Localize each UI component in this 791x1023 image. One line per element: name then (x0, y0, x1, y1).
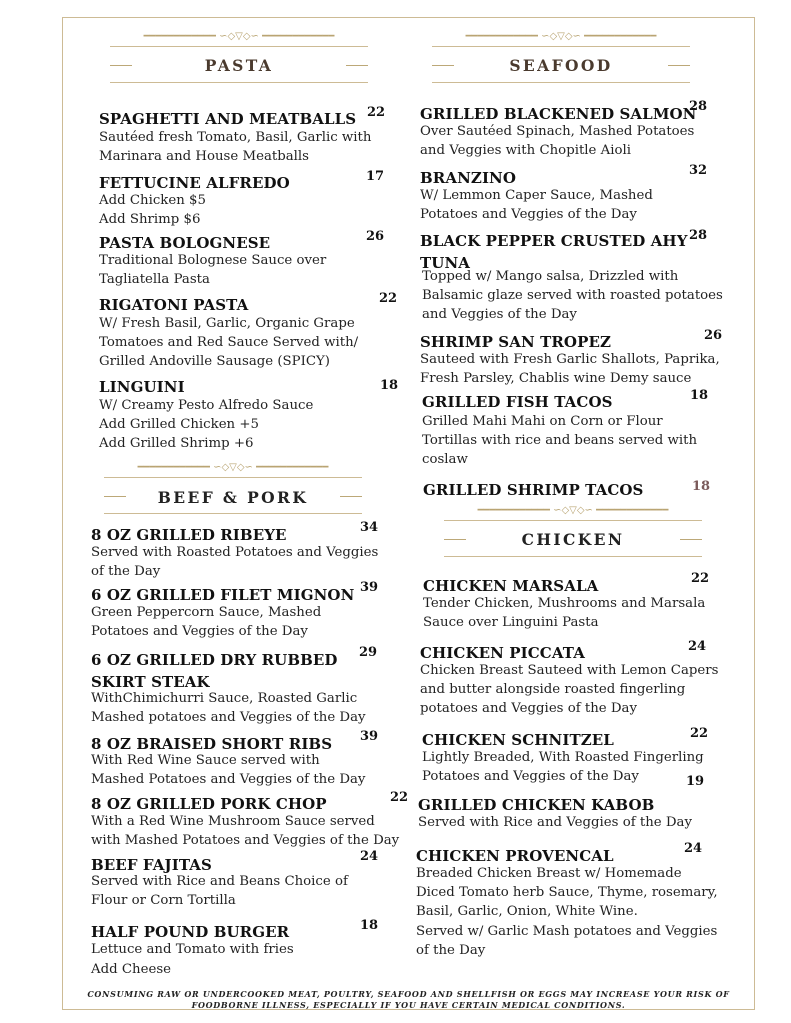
item-desc: Marinara and House Meatballs (99, 149, 309, 164)
item-desc: Mashed potatoes and Veggies of the Day (91, 710, 366, 725)
item-desc: W/ Fresh Basil, Garlic, Organic Grape (99, 316, 355, 331)
section-title: BEEF & PORK (157, 488, 309, 507)
health-disclaimer (62, 989, 755, 1011)
item-price: 39 (360, 729, 379, 744)
item-name: TUNA (420, 254, 470, 272)
item-desc: Tender Chicken, Mushrooms and Marsala (423, 596, 706, 611)
item-desc: Fresh Parsley, Chablis wine Demy sauce (420, 371, 692, 386)
item-desc: Served with Rice and Beans Choice of (91, 874, 348, 889)
item-name: RIGATONI PASTA (99, 296, 249, 314)
item-desc: Diced Tomato herb Sauce, Thyme, rosemary, (416, 885, 718, 900)
item-desc: Balsamic glaze served with roasted potatoes (422, 288, 723, 303)
item-name: CHICKEN PICCATA (420, 644, 585, 662)
item-name: BEEF FAJITAS (91, 856, 212, 874)
item-desc: Chicken Breast Sauteed with Lemon Capers (420, 663, 719, 678)
item-desc: Lettuce and Tomato with fries (91, 942, 294, 957)
disclaimer-line: CONSUMING RAW OR UNDERCOOKED MEAT, POULTRY, SEAFOOD AND SHELLFISH OR EGGS MAY INCREASE YOUR RISK OF (87, 989, 730, 999)
item-desc: Traditional Bolognese Sauce over (99, 253, 327, 268)
section-title: SEAFOOD (509, 56, 613, 75)
item-price: 26 (704, 328, 723, 343)
item-desc: and butter alongside roasted fingerling (420, 682, 686, 697)
section-title: PASTA (204, 56, 274, 75)
section-title: CHICKEN (521, 530, 625, 549)
item-name: GRILLED BLACKENED SALMON (420, 105, 697, 123)
item-name: SPAGHETTI AND MEATBALLS (99, 110, 357, 128)
item-name: FETTUCINE ALFREDO (99, 174, 290, 192)
item-name: GRILLED FISH TACOS (422, 393, 613, 411)
item-price: 18 (690, 388, 709, 403)
item-desc: of the Day (416, 943, 486, 958)
item-price: 24 (688, 639, 707, 654)
item-desc: Served with Roasted Potatoes and Veggies (91, 545, 379, 560)
item-price: 26 (366, 229, 385, 244)
item-name: SHRIMP SAN TROPEZ (420, 333, 612, 351)
item-desc: Served w/ Garlic Mash potatoes and Veggies (416, 924, 718, 939)
item-desc: Tagliatella Pasta (99, 272, 210, 287)
item-name: CHICKEN SCHNITZEL (422, 731, 614, 749)
item-desc: and Veggies of the Day (422, 307, 577, 322)
item-price: 18 (360, 918, 379, 933)
item-name: CHICKEN PROVENCAL (416, 847, 614, 865)
item-price: 29 (359, 645, 378, 660)
item-desc: Basil, Garlic, Onion, White Wine. (416, 904, 638, 919)
item-price: 28 (689, 228, 708, 243)
item-desc: Add Shrimp $6 (99, 212, 201, 227)
item-price: 22 (690, 726, 709, 741)
item-price: 18 (692, 479, 711, 494)
item-desc: Tortillas with rice and beans served with (422, 433, 698, 448)
item-name: 6 OZ GRILLED FILET MIGNON (91, 586, 355, 604)
item-name: GRILLED SHRIMP TACOS (423, 481, 644, 499)
item-desc: and Veggies with Chopitle Aioli (420, 143, 632, 158)
item-price: 19 (686, 774, 705, 789)
item-desc: Breaded Chicken Breast w/ Homemade (416, 866, 682, 881)
item-desc: Topped w/ Mango salsa, Drizzled with (422, 269, 679, 284)
item-price: 24 (684, 841, 703, 856)
item-desc: Add Grilled Shrimp +6 (99, 436, 254, 451)
item-desc: W/ Lemmon Caper Sauce, Mashed (420, 188, 653, 203)
item-desc: Grilled Mahi Mahi on Corn or Flour (422, 414, 663, 429)
section-header-seafood (432, 30, 690, 86)
item-name: 6 OZ GRILLED DRY RUBBED (91, 651, 338, 669)
item-desc: coslaw (422, 452, 468, 467)
item-price: 22 (379, 291, 398, 306)
item-name: CHICKEN MARSALA (423, 577, 599, 595)
item-desc: Green Peppercorn Sauce, Mashed (91, 605, 322, 620)
item-desc: Potatoes and Veggies of the Day (422, 769, 639, 784)
item-desc: of the Day (91, 564, 161, 579)
item-desc: W/ Creamy Pesto Alfredo Sauce (99, 398, 314, 413)
item-desc: Sauce over Linguini Pasta (423, 615, 599, 630)
item-desc: Potatoes and Veggies of the Day (91, 624, 308, 639)
ornament-icon: ━━━━━━━━━━━━ ∽◇▽◇∽ ━━━━━━━━━━━━ (465, 31, 657, 42)
item-desc: Sautéed fresh Tomato, Basil, Garlic with (99, 130, 372, 145)
disclaimer-line: FOODBORNE ILLNESS, ESPECIALLY IF YOU HAVE CERTAIN MEDICAL CONDITIONS. (191, 1000, 626, 1010)
item-price: 39 (360, 580, 379, 595)
item-name: BLACK PEPPER CRUSTED AHY (420, 232, 688, 250)
item-desc: Potatoes and Veggies of the Day (420, 207, 637, 222)
ornament-icon: ━━━━━━━━━━━━ ∽◇▽◇∽ ━━━━━━━━━━━━ (477, 505, 669, 516)
item-name: GRILLED CHICKEN KABOB (418, 796, 655, 814)
item-price: 22 (367, 105, 386, 120)
item-price: 28 (689, 99, 708, 114)
item-desc: Add Grilled Chicken +5 (99, 417, 259, 432)
section-header-beef-pork (104, 461, 362, 517)
item-desc: Sauteed with Fresh Garlic Shallots, Paprika, (420, 352, 720, 367)
item-name: 8 OZ GRILLED PORK CHOP (91, 795, 327, 813)
item-name: LINGUINI (99, 378, 185, 396)
item-desc: Grilled Andoville Sausage (SPICY) (99, 354, 330, 369)
item-desc: Lightly Breaded, With Roasted Fingerling (422, 750, 704, 765)
item-desc: Mashed Potatoes and Veggies of the Day (91, 772, 366, 787)
item-desc: Tomatoes and Red Sauce Served with/ (99, 335, 359, 350)
item-name: PASTA BOLOGNESE (99, 234, 271, 252)
item-name: HALF POUND BURGER (91, 923, 290, 941)
item-name: SKIRT STEAK (91, 673, 210, 691)
item-price: 32 (689, 163, 708, 178)
item-price: 18 (380, 378, 399, 393)
item-name: 8 OZ BRAISED SHORT RIBS (91, 735, 333, 753)
item-desc: With a Red Wine Mushroom Sauce served (91, 814, 375, 829)
item-desc: Served with Rice and Veggies of the Day (418, 815, 692, 830)
item-price: 34 (360, 520, 379, 535)
item-price: 17 (366, 169, 385, 184)
item-price: 24 (360, 849, 379, 864)
item-desc: Add Cheese (91, 962, 172, 977)
item-price: 22 (390, 790, 409, 805)
item-desc: potatoes and Veggies of the Day (420, 701, 637, 716)
item-name: 8 OZ GRILLED RIBEYE (91, 526, 287, 544)
item-price: 22 (691, 571, 710, 586)
ornament-icon: ━━━━━━━━━━━━ ∽◇▽◇∽ ━━━━━━━━━━━━ (137, 462, 329, 473)
item-desc: with Mashed Potatoes and Veggies of the Day (91, 833, 400, 848)
section-header-pasta (110, 30, 368, 86)
item-desc: Over Sautéed Spinach, Mashed Potatoes (420, 124, 695, 139)
item-desc: With Red Wine Sauce served with (91, 753, 320, 768)
item-desc: WithChimichurri Sauce, Roasted Garlic (91, 691, 358, 706)
section-header-chicken (444, 504, 702, 560)
item-desc: Add Chicken $5 (99, 193, 206, 208)
item-desc: Flour or Corn Tortilla (91, 893, 236, 908)
item-name: BRANZINO (420, 169, 517, 187)
ornament-icon: ━━━━━━━━━━━━ ∽◇▽◇∽ ━━━━━━━━━━━━ (143, 31, 335, 42)
